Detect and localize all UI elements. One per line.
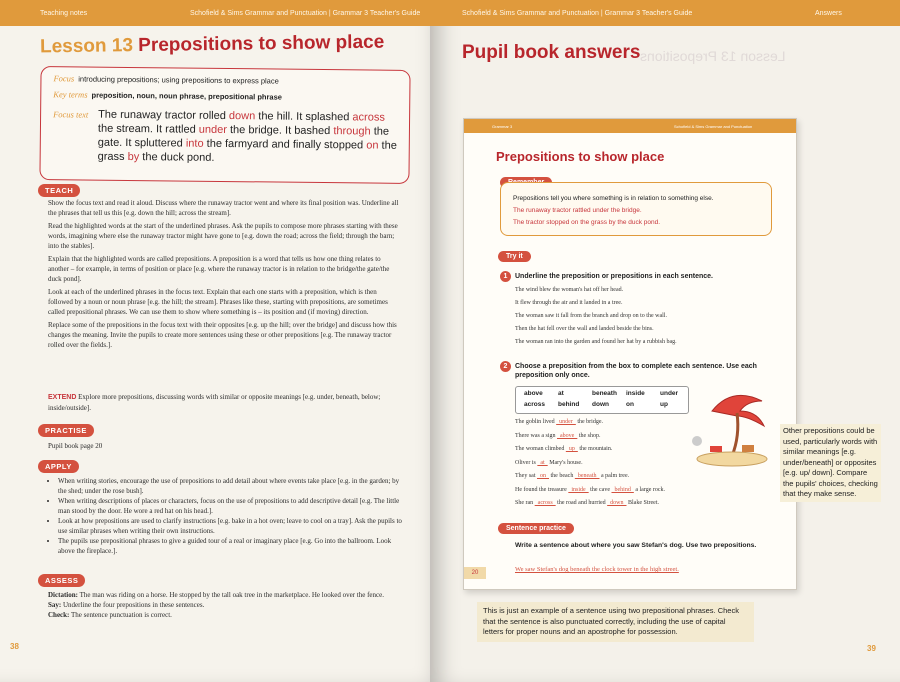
apply-item: • When writing stories, encourage the use of prepositions to add detail about where events take place [e.g. in the garden; by the shed; under the rose bush]. <box>58 476 403 496</box>
q2-sentence: He found the treasure inside the cave behind a large rock. <box>515 486 666 493</box>
page-number-left: 38 <box>10 642 19 651</box>
q1-sentence: It flew through the air and it landed in a tree. <box>515 300 623 306</box>
running-head: Teaching notes <box>40 10 88 17</box>
extend-section: EXTEND Explore more prepositions, discussing words with similar or opposite meanings [e.g. under, beneath, below; inside/outside]. <box>48 393 381 412</box>
teach-paragraph: Explain that the highlighted words are called prepositions. A preposition is a word that tells us how one thing relates to another – for example, in terms of position or place [e.g. where the runaway tractor is in relation to the bridge/the gate/the duck pond]. <box>48 255 390 283</box>
practise-tag: PRACTISE <box>38 424 94 437</box>
apply-section <box>48 476 403 556</box>
side-note: Other prepositions could be used, particularly words with similar meanings [e.g. under/beneath] or opposites [e.g. up/ down]. Compare the pupils' choices, checking that they make sense. <box>780 424 881 502</box>
answers-label: Answers <box>815 10 842 17</box>
word-box-item: down <box>592 401 609 408</box>
q2-sentence: The goblin lived under the bridge. <box>515 419 604 425</box>
inset-header: Grammar 3 Schofield & Sims Grammar and Punctuation <box>464 119 796 133</box>
word-box-item: at <box>558 390 564 397</box>
page-number-right: 39 <box>867 644 876 653</box>
left-page <box>0 0 446 682</box>
question-1: Underline the preposition or prepositions in each sentence. <box>515 273 713 280</box>
focus-box: Focus introducing prepositions; using prepositions to express place Key terms preposition, noun, noun phrase, prepositional phrase Focus text The runaway tractor rolled down the hill. It splashed across the stream. It rattled under the bridge. It bashed through the gate. It spluttered into the farmyard and finally stopped on the grass by the duck pond. <box>39 66 410 184</box>
word-box-item: beneath <box>592 390 617 397</box>
word-box-item: on <box>626 401 634 408</box>
word-box-item: up <box>660 401 668 408</box>
word-box-item: under <box>660 390 679 397</box>
word-box <box>515 386 689 414</box>
left-header-title: Schofield & Sims Grammar and Punctuation | Grammar 3 Teacher's Guide <box>190 10 421 17</box>
remember-box: Prepositions tell you where something is in relation to something else. The runaway tractor rattled under the bridge. The tractor stopped on the grass by the duck pond. <box>500 182 772 236</box>
right-header-title: Schofield & Sims Grammar and Punctuation | Grammar 3 Teacher's Guide <box>462 10 693 17</box>
footer-note: This is just an example of a sentence using two prepositional phrases. Check that the sentence is also punctuated correctly, including the use of capital letters for proper nouns and an apostrophe for possession. <box>477 602 754 642</box>
q2-sentence: The woman climbed up the mountain. <box>515 446 613 452</box>
focus-text: introducing prepositions; using prepositions to express place <box>78 74 279 86</box>
lesson-title: Lesson 13 Prepositions to show place <box>39 31 385 58</box>
teach-paragraph: Show the focus text and read it aloud. Discuss where the runaway tractor went and where its final position was. Underline all the phrases that tell us this [e.g. down the hill; across the stream]. <box>48 199 399 217</box>
q1-sentence: The woman saw it fall from the branch and drop on to the wall. <box>515 313 667 319</box>
q2-sentence: There was a sign above the shop. <box>515 432 601 439</box>
sentence-practice-answer: We saw Stefan's dog beneath the clock tower in the high street. <box>515 566 679 573</box>
question-2-number: 2 <box>500 361 511 372</box>
question-2: Choose a preposition from the box to complete each sentence. Use each preposition only once. <box>515 363 757 379</box>
island-illustration <box>692 371 792 471</box>
show-through-text: Lesson 13 Prepositions <box>640 48 786 64</box>
right-header-bar <box>430 0 900 26</box>
assess-section: Dictation: The man was riding on a horse. He stopped by the tall oak tree in the marketplace. He looked over the fence. Say: Underline the four prepositions in these sentences. Check: The sentence punctuation is correct. <box>48 591 384 619</box>
teach-paragraph: Look at each of the underlined phrases in the focus text. Explain that each one starts with a preposition, which is then followed by a noun or noun phrase [e.g. the hill; the stream]. Phrases like these, starting with prepositions, are sometimes called prepositional phrases. We can use them to show where something is – its position and (if moving) direction. <box>48 288 388 316</box>
q2-sentence: Oliver is at Mary's house. <box>515 459 583 466</box>
q1-sentence: The wind blew the woman's hat off her head. <box>515 287 624 293</box>
pupil-book-answers-title: Pupil book answers <box>462 42 641 63</box>
apply-tag: APPLY <box>38 460 79 473</box>
apply-item: • When writing descriptions of places or characters, focus on the use of prepositions to add descriptive detail [e.g. The little man stood by the door. He wore a red hat on his head.]. <box>58 496 403 516</box>
sentence-practice-task: Write a sentence about where you saw Stefan's dog. Use two prepositions. <box>515 542 757 549</box>
teach-tag: TEACH <box>38 184 80 197</box>
teach-section <box>48 198 403 353</box>
right-page <box>430 0 900 682</box>
focus-passage: The runaway tractor rolled down the hill. It splashed across the stream. It rattled under the bridge. It bashed through the gate. It spluttered into the farmyard and finally stopped on the grass by the duck pond. <box>97 108 397 164</box>
word-box-item: above <box>524 390 543 397</box>
word-box-item: inside <box>626 390 645 397</box>
q1-sentence: The woman ran into the garden and found her hat by a rubbish bag. <box>515 339 677 345</box>
q2-sentence: They sat on the beach beneath a palm tree. <box>515 473 630 479</box>
pupil-book-page <box>463 118 797 590</box>
assess-tag: ASSESS <box>38 574 85 587</box>
word-box-item: behind <box>558 401 580 408</box>
practise-text: Pupil book page 20 <box>48 442 103 450</box>
question-1-number: 1 <box>500 271 511 282</box>
teach-paragraph: Replace some of the prepositions in the focus text with their opposites [e.g. up the hill; over the bridge] and discuss how this changes the meaning. Invite the pupils to create more sentences using these or other prepositions [e.g. The runaway tractor rolled over the fields.]. <box>48 321 397 349</box>
q1-sentence: Then the hat fell over the wall and landed beside the bins. <box>515 326 654 332</box>
try-it-tag: Try it <box>498 251 531 262</box>
apply-item: • Look at how prepositions are used to clarify instructions [e.g. bake in a hot oven; leave to cool on a tray]. Ask the pupils to use similar phrases when writing their own instructions. <box>58 516 403 536</box>
key-terms: preposition, noun, noun phrase, prepositional phrase <box>91 90 283 102</box>
word-box-item: across <box>524 401 545 408</box>
inset-title: Prepositions to show place <box>496 149 665 164</box>
sentence-practice-tag: Sentence practice <box>498 523 574 534</box>
apply-item: • The pupils use prepositional phrases to give a guided tour of a real or imaginary place [e.g. Go into the ballroom. Look above the fireplace.]. <box>58 536 403 556</box>
inset-page-number: 20 <box>464 567 486 579</box>
left-header-bar <box>0 0 446 26</box>
teach-paragraph: Read the highlighted words at the start of the underlined phrases. Ask the pupils to compose more phrases starting with these words, imagining where else the runaway tractor might have gone to [e.g. down the road; across the field; through the barn; into the stables]. <box>48 222 398 250</box>
q2-sentence: She ran across the road and hurried down Blake Street. <box>515 500 659 506</box>
